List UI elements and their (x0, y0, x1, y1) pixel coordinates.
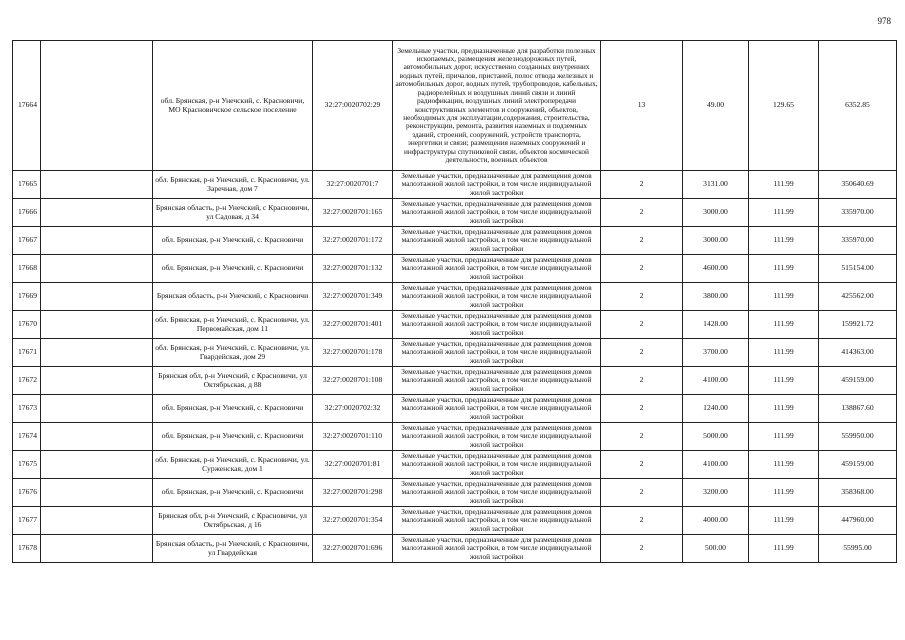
category-code: 2 (601, 283, 683, 311)
total-value: 55995.00 (819, 535, 897, 563)
page-number: 978 (877, 16, 891, 26)
empty-cell (41, 339, 153, 367)
empty-cell (41, 227, 153, 255)
land-use-description: Земельные участки, предназначенные для размещения домов малоэтажной жилой застройки, в том числе индивидуальной жилой застройки (393, 311, 601, 339)
row-number: 17674 (13, 423, 41, 451)
unit-price: 111.99 (749, 339, 819, 367)
land-parcels-table (12, 40, 897, 563)
land-use-description: Земельные участки, предназначенные для размещения домов малоэтажной жилой застройки, в том числе индивидуальной жилой застройки (393, 507, 601, 535)
total-value: 515154.00 (819, 255, 897, 283)
cadastral-number: 32:27:0020701:349 (313, 283, 393, 311)
cadastral-number: 32:27:0020701:108 (313, 367, 393, 395)
cadastral-number: 32:27:0020701:696 (313, 535, 393, 563)
category-code: 13 (601, 41, 683, 171)
area: 4600.00 (683, 255, 749, 283)
area: 1428.00 (683, 311, 749, 339)
area: 3800.00 (683, 283, 749, 311)
total-value: 6352.85 (819, 41, 897, 171)
land-use-description: Земельные участки, предназначенные для размещения домов малоэтажной жилой застройки, в том числе индивидуальной жилой застройки (393, 423, 601, 451)
row-number: 17664 (13, 41, 41, 171)
category-code: 2 (601, 423, 683, 451)
total-value: 425562.00 (819, 283, 897, 311)
cadastral-number: 32:27:0020701:132 (313, 255, 393, 283)
total-value: 414363.00 (819, 339, 897, 367)
table-row (13, 255, 897, 283)
category-code: 2 (601, 199, 683, 227)
table-row (13, 535, 897, 563)
address: обл. Брянская, р-н Унечский, с. Красновичи, МО Красновичское сельское поселение (153, 41, 313, 171)
category-code: 2 (601, 171, 683, 199)
address: обл. Брянская, р-н Унечский, с. Красновичи (153, 255, 313, 283)
total-value: 459159.00 (819, 451, 897, 479)
land-use-description: Земельные участки, предназначенные для разработки полезных ископаемых, размещения железнодорожных путей, автомобильных дорог, искусственно созданных внутренних водных путей, причалов, пристаней, полос отвода железных и автомобильных дорог, водных путей, трубопроводов, кабельных, радиорелейных и воздушных линий связи и линий радиофикации, воздушных линий электропередачи конструктивных элементов и сооружений, объектов, необходимых для эксплуатации,содержания, строительства, реконструкции, ремонта, развития наземных и подземных зданий, строений, сооружений, устройств транспорта, энергетики и связи; размещения наземных сооружений и инфраструктуры спутниковой связи, объектов космической деятельности, военных объектов (393, 41, 601, 171)
unit-price: 111.99 (749, 255, 819, 283)
address: обл. Брянская, р-н Унечский, с. Красновичи, ул. Гвардейская, дом 29 (153, 339, 313, 367)
address: обл. Брянская, р-н Унечский, с. Красновичи (153, 227, 313, 255)
cadastral-number: 32:27:0020702:29 (313, 41, 393, 171)
cadastral-number: 32:27:0020701:354 (313, 507, 393, 535)
table-row (13, 41, 897, 171)
area: 3200.00 (683, 479, 749, 507)
category-code: 2 (601, 479, 683, 507)
table-row (13, 395, 897, 423)
category-code: 2 (601, 535, 683, 563)
category-code: 2 (601, 255, 683, 283)
cadastral-number: 32:27:0020701:165 (313, 199, 393, 227)
total-value: 459159.00 (819, 367, 897, 395)
land-use-description: Земельные участки, предназначенные для размещения домов малоэтажной жилой застройки, в том числе индивидуальной жилой застройки (393, 395, 601, 423)
land-use-description: Земельные участки, предназначенные для размещения домов малоэтажной жилой застройки, в том числе индивидуальной жилой застройки (393, 255, 601, 283)
address: Брянская область, р-н Унечский, с Красновичи, ул Садовая, д 34 (153, 199, 313, 227)
row-number: 17676 (13, 479, 41, 507)
address: обл. Брянская, р-н Унечский, с. Красновичи (153, 423, 313, 451)
total-value: 335970.00 (819, 227, 897, 255)
row-number: 17670 (13, 311, 41, 339)
row-number: 17673 (13, 395, 41, 423)
unit-price: 111.99 (749, 395, 819, 423)
land-use-description: Земельные участки, предназначенные для размещения домов малоэтажной жилой застройки, в том числе индивидуальной жилой застройки (393, 199, 601, 227)
land-use-description: Земельные участки, предназначенные для размещения домов малоэтажной жилой застройки, в том числе индивидуальной жилой застройки (393, 227, 601, 255)
table-row (13, 311, 897, 339)
total-value: 138867.60 (819, 395, 897, 423)
row-number: 17665 (13, 171, 41, 199)
total-value: 350640.69 (819, 171, 897, 199)
category-code: 2 (601, 507, 683, 535)
unit-price: 111.99 (749, 367, 819, 395)
empty-cell (41, 199, 153, 227)
cadastral-number: 32:27:0020701:401 (313, 311, 393, 339)
total-value: 358368.00 (819, 479, 897, 507)
address: Брянская обл, р-н Унечский, с Красновичи, ул Октябрьская, д 16 (153, 507, 313, 535)
unit-price: 111.99 (749, 227, 819, 255)
total-value: 159921.72 (819, 311, 897, 339)
area: 4000.00 (683, 507, 749, 535)
table-row (13, 507, 897, 535)
unit-price: 111.99 (749, 423, 819, 451)
total-value: 447960.00 (819, 507, 897, 535)
cadastral-number: 32:27:0020701:81 (313, 451, 393, 479)
area: 49.00 (683, 41, 749, 171)
row-number: 17667 (13, 227, 41, 255)
cadastral-number: 32:27:0020701:7 (313, 171, 393, 199)
row-number: 17666 (13, 199, 41, 227)
category-code: 2 (601, 227, 683, 255)
address: обл. Брянская, р-н Унечский, с. Красновичи (153, 395, 313, 423)
table-row (13, 423, 897, 451)
address: Брянская область, р-н Унечский, с Красновичи, ул Гвардейская (153, 535, 313, 563)
address: Брянская область, р-н Унечский, с Красновичи (153, 283, 313, 311)
address: Брянская обл, р-н Унечский, с Красновичи, ул Октябрьская, д 88 (153, 367, 313, 395)
land-use-description: Земельные участки, предназначенные для размещения домов малоэтажной жилой застройки, в том числе индивидуальной жилой застройки (393, 535, 601, 563)
area: 3000.00 (683, 227, 749, 255)
table-row (13, 339, 897, 367)
address: обл. Брянская, р-н Унечский, с. Красновичи (153, 479, 313, 507)
empty-cell (41, 423, 153, 451)
empty-cell (41, 535, 153, 563)
unit-price: 111.99 (749, 283, 819, 311)
table-row (13, 451, 897, 479)
category-code: 2 (601, 367, 683, 395)
unit-price: 111.99 (749, 311, 819, 339)
area: 3700.00 (683, 339, 749, 367)
empty-cell (41, 255, 153, 283)
land-use-description: Земельные участки, предназначенные для размещения домов малоэтажной жилой застройки, в том числе индивидуальной жилой застройки (393, 367, 601, 395)
row-number: 17675 (13, 451, 41, 479)
category-code: 2 (601, 451, 683, 479)
cadastral-number: 32:27:0020701:178 (313, 339, 393, 367)
land-use-description: Земельные участки, предназначенные для размещения домов малоэтажной жилой застройки, в том числе индивидуальной жилой застройки (393, 451, 601, 479)
category-code: 2 (601, 339, 683, 367)
unit-price: 111.99 (749, 535, 819, 563)
land-use-description: Земельные участки, предназначенные для размещения домов малоэтажной жилой застройки, в том числе индивидуальной жилой застройки (393, 479, 601, 507)
area: 3131.00 (683, 171, 749, 199)
empty-cell (41, 311, 153, 339)
row-number: 17672 (13, 367, 41, 395)
total-value: 559950.00 (819, 423, 897, 451)
cadastral-number: 32:27:0020702:32 (313, 395, 393, 423)
empty-cell (41, 41, 153, 171)
area: 4100.00 (683, 367, 749, 395)
land-use-description: Земельные участки, предназначенные для размещения домов малоэтажной жилой застройки, в том числе индивидуальной жилой застройки (393, 283, 601, 311)
empty-cell (41, 367, 153, 395)
table-row (13, 199, 897, 227)
area: 3000.00 (683, 199, 749, 227)
cadastral-number: 32:27:0020701:172 (313, 227, 393, 255)
empty-cell (41, 507, 153, 535)
land-use-description: Земельные участки, предназначенные для размещения домов малоэтажной жилой застройки, в том числе индивидуальной жилой застройки (393, 339, 601, 367)
address: обл. Брянская, р-н Унечский, с. Красновичи, ул. Сурженская, дом 1 (153, 451, 313, 479)
table-row (13, 171, 897, 199)
unit-price: 111.99 (749, 479, 819, 507)
unit-price: 111.99 (749, 199, 819, 227)
area: 4100.00 (683, 451, 749, 479)
empty-cell (41, 283, 153, 311)
area: 5000.00 (683, 423, 749, 451)
area: 500.00 (683, 535, 749, 563)
table-row (13, 479, 897, 507)
table-row (13, 283, 897, 311)
table-row (13, 227, 897, 255)
total-value: 335970.00 (819, 199, 897, 227)
empty-cell (41, 451, 153, 479)
row-number: 17669 (13, 283, 41, 311)
address: обл. Брянская, р-н Унечский, с. Красновичи, ул. Заречная, дом 7 (153, 171, 313, 199)
cadastral-number: 32:27:0020701:110 (313, 423, 393, 451)
empty-cell (41, 479, 153, 507)
unit-price: 111.99 (749, 507, 819, 535)
table-row (13, 367, 897, 395)
category-code: 2 (601, 395, 683, 423)
row-number: 17678 (13, 535, 41, 563)
empty-cell (41, 395, 153, 423)
table-body (13, 41, 897, 563)
empty-cell (41, 171, 153, 199)
row-number: 17671 (13, 339, 41, 367)
area: 1240.00 (683, 395, 749, 423)
category-code: 2 (601, 311, 683, 339)
row-number: 17668 (13, 255, 41, 283)
unit-price: 111.99 (749, 171, 819, 199)
address: обл. Брянская, р-н Унечский, с. Красновичи, ул. Первомайская, дом 11 (153, 311, 313, 339)
cadastral-number: 32:27:0020701:298 (313, 479, 393, 507)
unit-price: 111.99 (749, 451, 819, 479)
land-use-description: Земельные участки, предназначенные для размещения домов малоэтажной жилой застройки, в том числе индивидуальной жилой застройки (393, 171, 601, 199)
row-number: 17677 (13, 507, 41, 535)
unit-price: 129.65 (749, 41, 819, 171)
